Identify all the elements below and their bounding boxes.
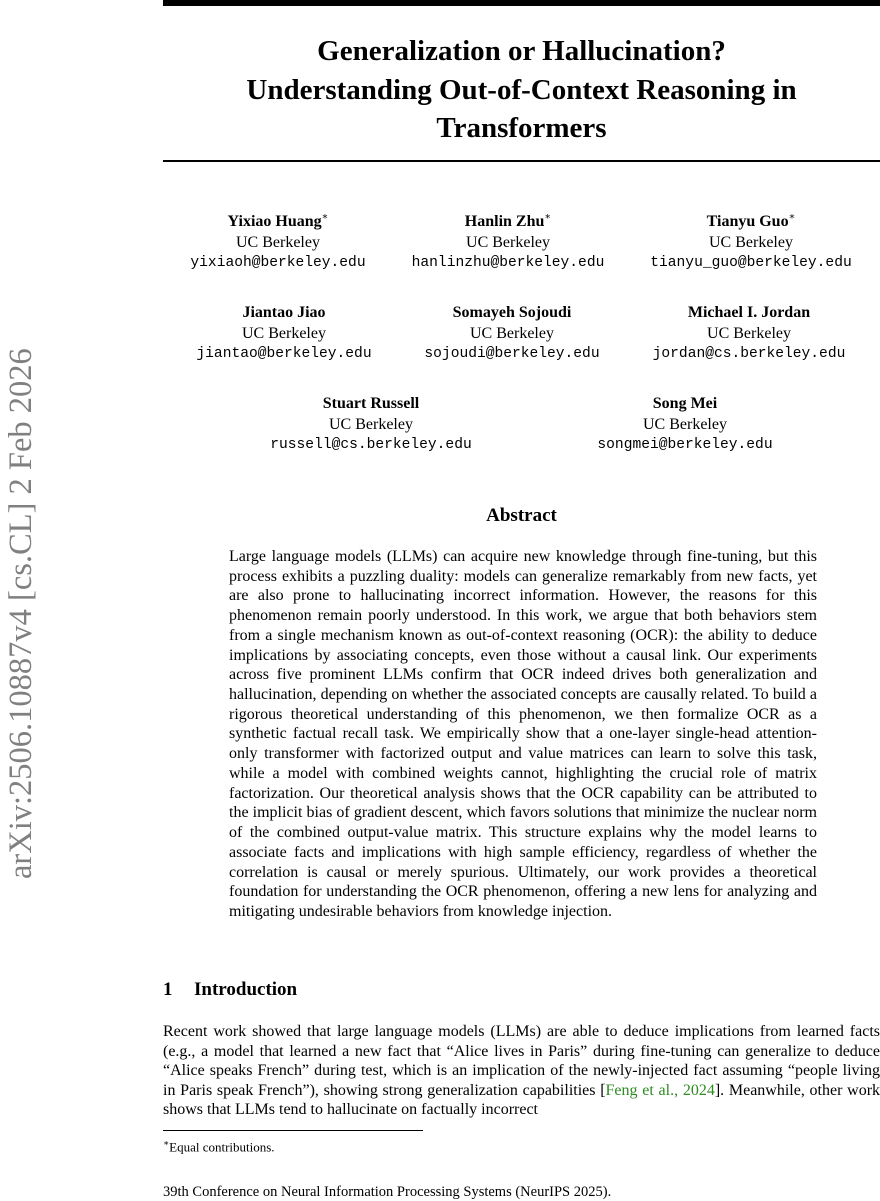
author-affiliation: UC Berkeley	[643, 415, 727, 433]
section-title: Introduction	[194, 979, 298, 1000]
author-affiliation: UC Berkeley	[466, 233, 550, 251]
abstract-heading: Abstract	[486, 505, 557, 526]
footnote-mark: ∗	[163, 1138, 170, 1148]
citation-link[interactable]: Feng et al., 2024	[605, 1081, 715, 1099]
intro-text: ]. Meanwhile, other work shows that LLMs tend to hallucinate on factually incorrect	[163, 1081, 880, 1119]
intro-paragraph	[163, 1022, 880, 1120]
top-rule	[163, 0, 880, 6]
author-email[interactable]: yixiaoh@berkeley.edu	[190, 255, 366, 271]
author-block	[424, 303, 599, 365]
author-affiliation: UC Berkeley	[470, 324, 554, 342]
author-affiliation: UC Berkeley	[707, 324, 791, 342]
author-block	[196, 303, 371, 365]
author-block	[270, 394, 471, 456]
author-block	[412, 212, 605, 274]
author-affiliation: UC Berkeley	[236, 233, 320, 251]
author-email[interactable]: songmei@berkeley.edu	[597, 437, 773, 453]
footnote-rule	[163, 1130, 423, 1131]
author-name: Michael I. Jordan	[687, 304, 811, 321]
author-name: Yixiao Huang∗	[227, 211, 329, 230]
author-email[interactable]: russell@cs.berkeley.edu	[270, 437, 472, 453]
footnote	[163, 1135, 275, 1155]
section-heading	[163, 978, 297, 1002]
author-block	[650, 212, 851, 274]
author-email[interactable]: sojoudi@berkeley.edu	[424, 346, 600, 362]
author-block	[190, 212, 365, 274]
author-name: Somayeh Sojoudi	[452, 304, 572, 321]
section-number: 1	[163, 979, 173, 1000]
author-email[interactable]: jordan@cs.berkeley.edu	[652, 346, 846, 362]
abstract-text: Large language models (LLMs) can acquire new knowledge through fine-tuning, but this process exhibits a puzzling duality: models can generalize remarkably from new facts, yet are also prone to hallucinating incorrect information. However, the reasons for this phenomenon remain poorly understood. In this work, we argue that both behaviors stem from a single mechanism known as out-of-context reasoning (OCR): the ability to deduce implications by associating concepts, even those without a causal link. Our experiments across five prominent LLMs confirm that OCR indeed drives both generalization and hallucination, depending on whether the associated concepts are causally related. To build a rigorous theoretical understanding of this phenomenon, we then formalize OCR as a synthetic factual recall task. We empirically show that a one-layer single-head attention-only transformer with factorized output and value matrices can learn to solve this task, while a model with combined weights cannot, highlighting the crucial role of matrix factorization. Our theoretical analysis shows that the OCR capability can be attributed to the implicit bias of gradient descent, which favors solutions that minimize the nuclear norm of the combined output-value matrix. This structure explains why the model learns to associate facts and implications with high sample efficiency, regardless of whether the correlation is causal or merely spurious. Ultimately, our work provides a theoretical foundation for understanding the OCR phenomenon, offering a new lens for analyzing and mitigating undesirable behaviors from knowledge injection.	[229, 548, 817, 920]
title-line: Generalization or Hallucination?	[317, 35, 726, 67]
author-block	[597, 394, 772, 456]
author-affiliation: UC Berkeley	[709, 233, 793, 251]
author-name: Tianyu Guo∗	[706, 211, 796, 230]
author-affiliation: UC Berkeley	[329, 415, 413, 433]
author-email[interactable]: jiantao@berkeley.edu	[196, 346, 372, 362]
title-line: Transformers	[436, 112, 607, 144]
author-affiliation: UC Berkeley	[242, 324, 326, 342]
author-email[interactable]: hanlinzhu@berkeley.edu	[411, 255, 605, 271]
author-name: Hanlin Zhu∗	[464, 211, 552, 230]
author-name: Jiantao Jiao	[242, 304, 326, 321]
venue-note: 39th Conference on Neural Information Processing Systems (NeurIPS 2025).	[163, 1184, 612, 1200]
footnote-text: Equal contributions.	[169, 1139, 275, 1155]
author-name: Stuart Russell	[322, 395, 420, 412]
paper-title	[163, 32, 880, 148]
author-name: Song Mei	[652, 395, 718, 412]
arxiv-stamp: arXiv:2506.10887v4 [cs.CL] 2 Feb 2026	[3, 348, 39, 879]
author-email[interactable]: tianyu_guo@berkeley.edu	[650, 255, 852, 271]
intro-text: Recent work showed that large language models (LLMs) are able to deduce implications from learned facts (e.g., a model that learned a new fact that “Alice lives in Paris” during fine-tuning can generalize to deduce “Alice speaks French” during test, which is an implication of the newly-injected fact assuming “people living in Paris speak French”), showing strong generalization capabilities [	[163, 1023, 880, 1099]
author-block	[653, 303, 846, 365]
title-line: Understanding Out-of-Context Reasoning in	[246, 73, 797, 106]
title-rule	[163, 160, 880, 162]
